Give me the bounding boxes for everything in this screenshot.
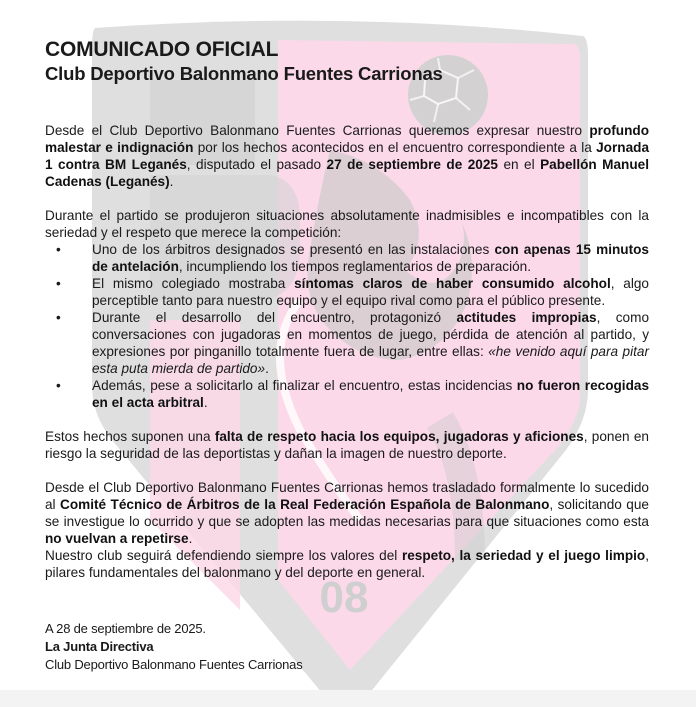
text: , algo perceptible tanto para nuestro equipo y el equipo rival como para el público presente.	[92, 276, 649, 308]
consequences-paragraph	[45, 428, 649, 462]
text: , incumpliendo los tiempos reglamentarios de preparación.	[178, 259, 531, 274]
emphasis: profundo malestar e indignación	[45, 123, 649, 155]
list-item	[45, 377, 649, 411]
emphasis: síntomas claros de haber consumido alcohol	[294, 276, 611, 291]
values-paragraph	[45, 547, 649, 581]
text: .	[203, 395, 208, 410]
text: , como conversaciones con jugadoras en momentos de juego, pérdida de atención al partido, y expresiones por pinganillo totalmente fuera de lugar, entre ellas:	[92, 310, 650, 359]
text: en el	[497, 157, 541, 172]
text: Uno de los árbitros designados se presentó en las instalaciones	[92, 242, 495, 257]
text: Además, pese a solicitarlo al finalizar el encuentro, estas incidencias	[92, 378, 517, 393]
text: , pilares fundamentales del balonmano y del deporte en general.	[45, 548, 649, 580]
text: , ponen en riesgo la seguridad de las deportistas y dañan la imagen de nuestro deporte.	[45, 429, 649, 461]
actions-paragraph	[45, 479, 649, 547]
text: Durante el desarrollo del encuentro, protagonizó	[92, 310, 457, 325]
intro-paragraph	[45, 122, 649, 190]
emphasis: Pabellón Manuel Cadenas (Leganés)	[45, 157, 649, 189]
situations-list	[45, 241, 649, 411]
text: , solicitando que se investigue lo ocurrido y que se adopten las medidas necesarias para que situaciones como esta	[45, 497, 649, 529]
list-item	[45, 241, 649, 275]
text: .	[265, 361, 269, 376]
text: por los hechos acontecidos en el encuentro correspondiente a la	[193, 140, 597, 155]
list-item	[45, 309, 649, 377]
page-title: COMUNICADO OFICIAL	[45, 38, 279, 61]
text: , disputado el pasado	[186, 157, 327, 172]
text: El mismo colegiado mostraba	[92, 276, 295, 291]
emphasis: Jornada 1 contra BM Leganés	[45, 140, 650, 172]
text: Estos hechos suponen una	[45, 429, 215, 444]
emphasis: con apenas 15 minutos de antelación	[92, 242, 649, 274]
club-name-subtitle: Club Deportivo Balonmano Fuentes Carrionas	[45, 63, 443, 84]
signature-club: Club Deportivo Balonmano Fuentes Carrionas	[45, 657, 303, 672]
list-item	[45, 275, 649, 309]
text: .	[169, 174, 174, 189]
signature-block	[45, 620, 649, 674]
emphasis: falta de respeto hacia los equipos, jugadoras y aficiones	[214, 429, 584, 444]
situations-lead: Durante el partido se produjeron situaciones absolutamente inadmisibles e incompatibles con la seriedad y el respeto que merece la competición:	[45, 208, 649, 240]
emphasis: respeto, la seriedad y el juego limpio	[401, 548, 646, 563]
text: Desde el Club Deportivo Balonmano Fuentes Carrionas queremos expresar nuestro	[45, 123, 590, 138]
text: .	[188, 531, 193, 546]
quote: «he venido aquí para pitar esta puta mierda de partido»	[92, 344, 649, 376]
communique-document	[45, 38, 649, 674]
emphasis: no fueron recogidas en el acta arbitral	[92, 378, 650, 410]
emphasis: 27 de septiembre de 2025	[326, 157, 498, 172]
text: Nuestro club seguirá defendiendo siempre los valores del	[45, 548, 402, 563]
emphasis: no vuelvan a repetirse	[45, 531, 189, 546]
emphasis: Comité Técnico de Árbitros de la Real Federación Española de Balonmano	[60, 497, 550, 512]
signature-date: A 28 de septiembre de 2025.	[45, 621, 206, 636]
signature-signer: La Junta Directiva	[45, 639, 154, 654]
emphasis: actitudes impropias	[456, 310, 597, 325]
watermark-number: 08	[319, 573, 369, 622]
text: Desde el Club Deportivo Balonmano Fuentes Carrionas hemos trasladado formalmente lo sucedido al	[45, 480, 649, 512]
bottom-band	[0, 690, 696, 707]
